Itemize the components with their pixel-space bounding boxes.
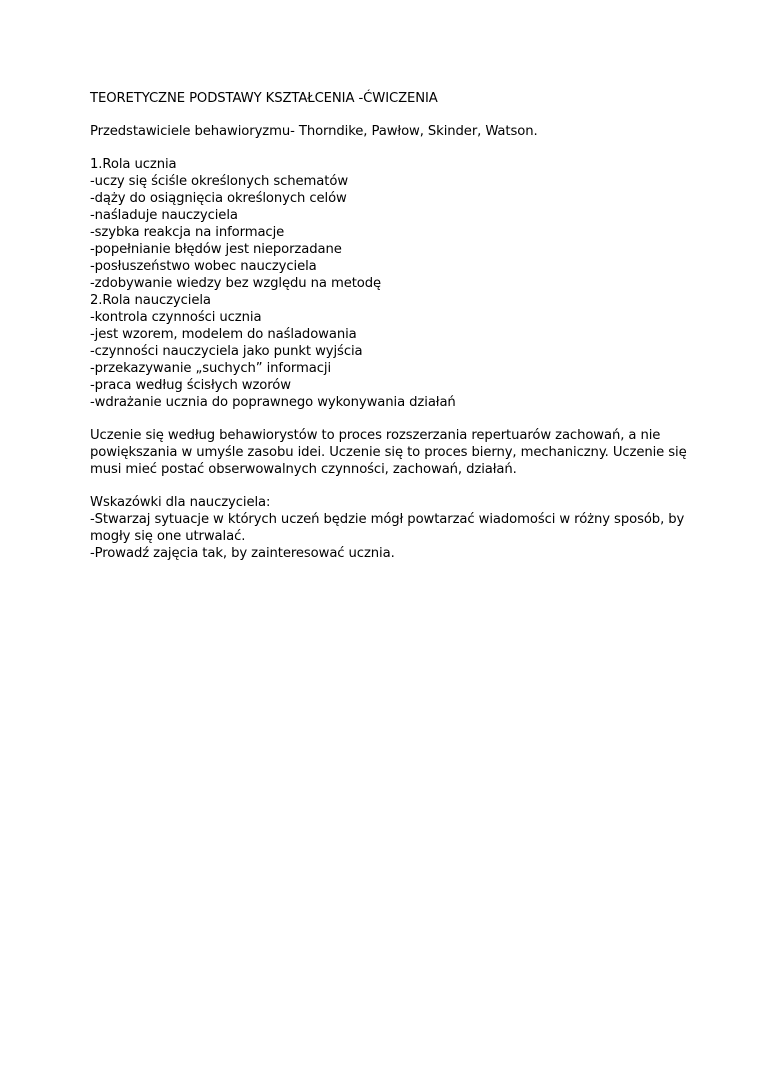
list-item: -przekazywanie „suchych” informacji xyxy=(90,361,332,376)
paragraph-line: Uczenie się według behawiorystów to proces rozszerzania repertuarów zachowań, a nie xyxy=(90,428,661,443)
section-student-role xyxy=(90,156,690,292)
teacher-tips xyxy=(90,494,690,562)
list-item: -uczy się ściśle określonych schematów xyxy=(90,174,349,189)
paragraph-line: powiększania w umyśle zasobu idei. Uczenie się to proces bierny, mechaniczny. Uczenie się xyxy=(90,445,687,460)
list-item: -praca według ścisłych wzorów xyxy=(90,378,291,393)
document-title: TEORETYCZNE PODSTAWY KSZTAŁCENIA -ĆWICZENIA xyxy=(90,91,438,106)
tips-heading: Wskazówki dla nauczyciela: xyxy=(90,495,271,510)
representatives-line: Przedstawiciele behawioryzmu- Thorndike, Pawłow, Skinder, Watson. xyxy=(90,124,538,139)
list-item: -wdrażanie ucznia do poprawnego wykonywania działań xyxy=(90,395,456,410)
spacer xyxy=(90,140,690,156)
list-item: -zdobywanie wiedzy bez względu na metodę xyxy=(90,276,382,291)
document-body xyxy=(90,90,690,562)
section-teacher-role xyxy=(90,292,690,411)
list-item: -naśladuje nauczyciela xyxy=(90,208,238,223)
list-item: -jest wzorem, modelem do naśladowania xyxy=(90,327,357,342)
paragraph-line: mogły się one utrwalać. xyxy=(90,529,246,544)
paragraph-line: -Stwarzaj sytuacje w których uczeń będzie mógł powtarzać wiadomości w różny sposób, by xyxy=(90,512,685,527)
list-item: -popełnianie błędów jest nieporzadane xyxy=(90,242,342,257)
list-item: -dąży do osiągnięcia określonych celów xyxy=(90,191,347,206)
spacer xyxy=(90,478,690,494)
summary-paragraph xyxy=(90,427,690,478)
list-item: -posłuszeństwo wobec nauczyciela xyxy=(90,259,317,274)
paragraph-line: -Prowadź zajęcia tak, by zainteresować ucznia. xyxy=(90,546,395,561)
list-item: -szybka reakcja na informacje xyxy=(90,225,285,240)
section-heading: 1.Rola ucznia xyxy=(90,157,177,172)
list-item: -czynności nauczyciela jako punkt wyjścia xyxy=(90,344,363,359)
spacer xyxy=(90,107,690,123)
paragraph-line: musi mieć postać obserwowalnych czynności, zachowań, działań. xyxy=(90,462,517,477)
list-item: -kontrola czynności ucznia xyxy=(90,310,262,325)
section-heading: 2.Rola nauczyciela xyxy=(90,293,211,308)
spacer xyxy=(90,411,690,427)
